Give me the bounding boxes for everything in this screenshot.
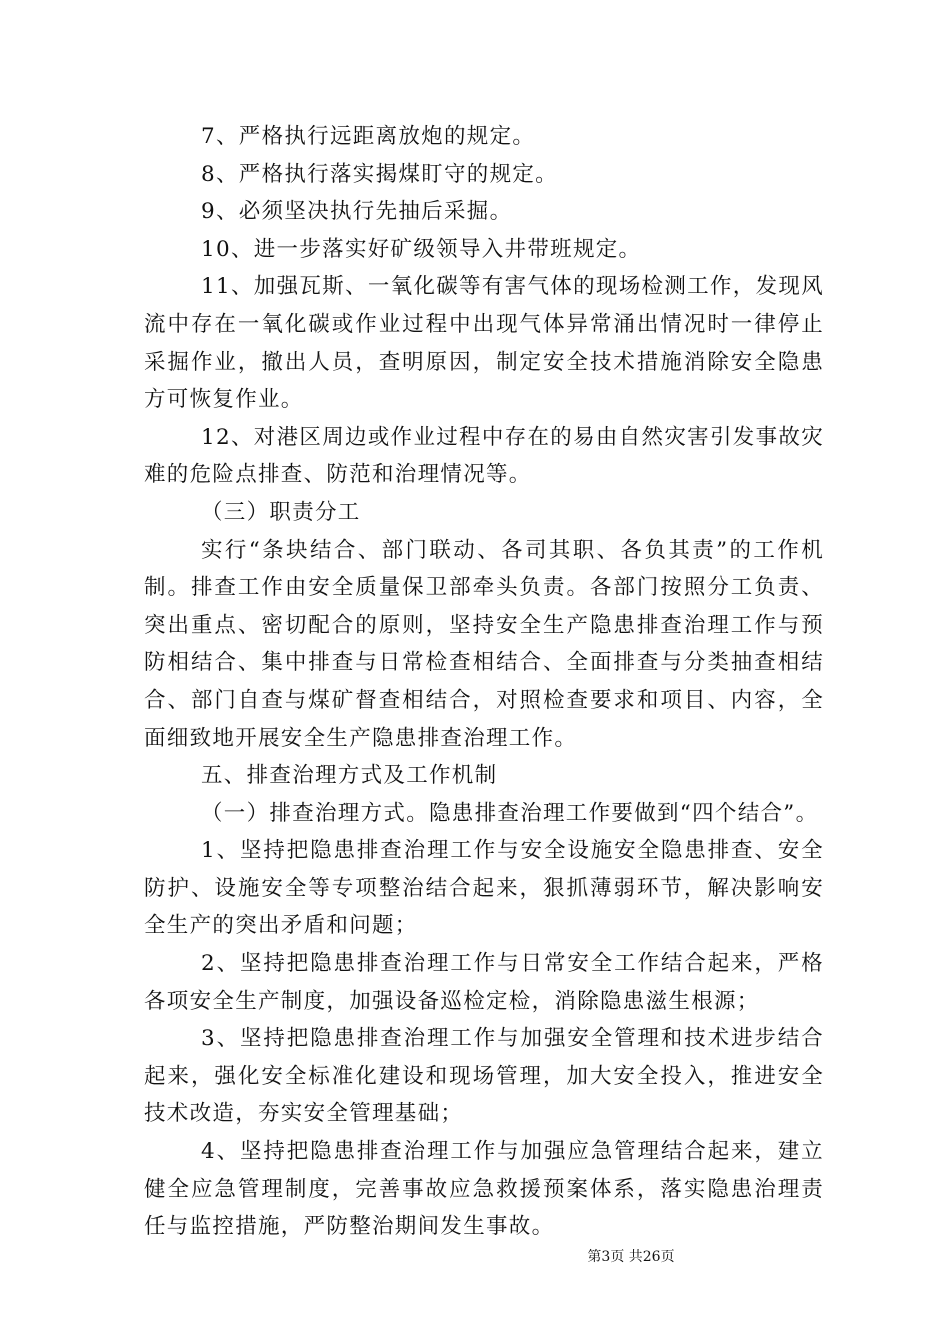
paragraph: 3、坚持把隐患排查治理工作与加强安全管理和技术进步结合起来，强化安全标准化建设和现场管理，加大安全投入，推进安全技术改造，夯实安全管理基础； <box>144 1026 824 1127</box>
paragraph: 7、严格执行远距离放炮的规定。 <box>201 124 536 149</box>
footer-suffix: 页 <box>660 1249 675 1265</box>
paragraph: 实行“条块结合、部门联动、各司其职、各负其责”的工作机制。排查工作由安全质量保卫部牵头负责。各部门按照分工负责、突出重点、密切配合的原则，坚持安全生产隐患排查治理工作与预防相结合、集中排查与日常检查相结合、全面排查与分类抽查相结合、部门自查与煤矿督查相结合，对照检查要求和项目、内容，全面细致地开展安全生产隐患排查治理工作。 <box>144 537 824 751</box>
paragraph: 4、坚持把隐患排查治理工作与加强应急管理结合起来，建立健全应急管理制度，完善事故应急救援预案体系，落实隐患治理责任与监控措施，严防整治期间发生事故。 <box>144 1139 824 1240</box>
document-body <box>144 118 824 1246</box>
paragraph: 10、进一步落实好矿级领导入井带班规定。 <box>201 236 642 262</box>
page-number-footer <box>0 1247 950 1267</box>
paragraph: 12、对港区周边或作业过程中存在的易由自然灾害引发事故灾难的危险点排查、防范和治理情况等。 <box>144 424 824 488</box>
paragraph: 11、加强瓦斯、一氧化碳等有害气体的现场检测工作，发现风流中存在一氧化碳或作业过程中出现气体异常涌出情况时一律停止采掘作业，撤出人员，查明原因，制定安全技术措施消除安全隐患方可恢复作业。 <box>144 274 824 413</box>
section-heading: （三）职责分工 <box>201 499 361 525</box>
paragraph: 9、必须坚决执行先抽后采掘。 <box>201 199 513 225</box>
current-page-number: 3 <box>601 1249 611 1265</box>
paragraph: （一）排查治理方式。隐患排查治理工作要做到“四个结合”。 <box>201 800 819 826</box>
paragraph: 8、严格执行落实揭煤盯守的规定。 <box>201 161 558 187</box>
total-page-count: 26 <box>642 1249 661 1265</box>
section-heading: 五、排查治理方式及工作机制 <box>201 763 498 789</box>
paragraph: 2、坚持把隐患排查治理工作与日常安全工作结合起来，严格各项安全生产制度，加强设备巡检定检，消除隐患滋生根源； <box>144 951 824 1014</box>
paragraph: 1、坚持把隐患排查治理工作与安全设施安全隐患排查、安全防护、设施安全等专项整治结合起来，狠抓薄弱环节，解决影响安全生产的突出矛盾和问题； <box>144 838 824 939</box>
footer-prefix: 第 <box>587 1249 602 1265</box>
footer-middle: 页 共 <box>610 1249 643 1265</box>
